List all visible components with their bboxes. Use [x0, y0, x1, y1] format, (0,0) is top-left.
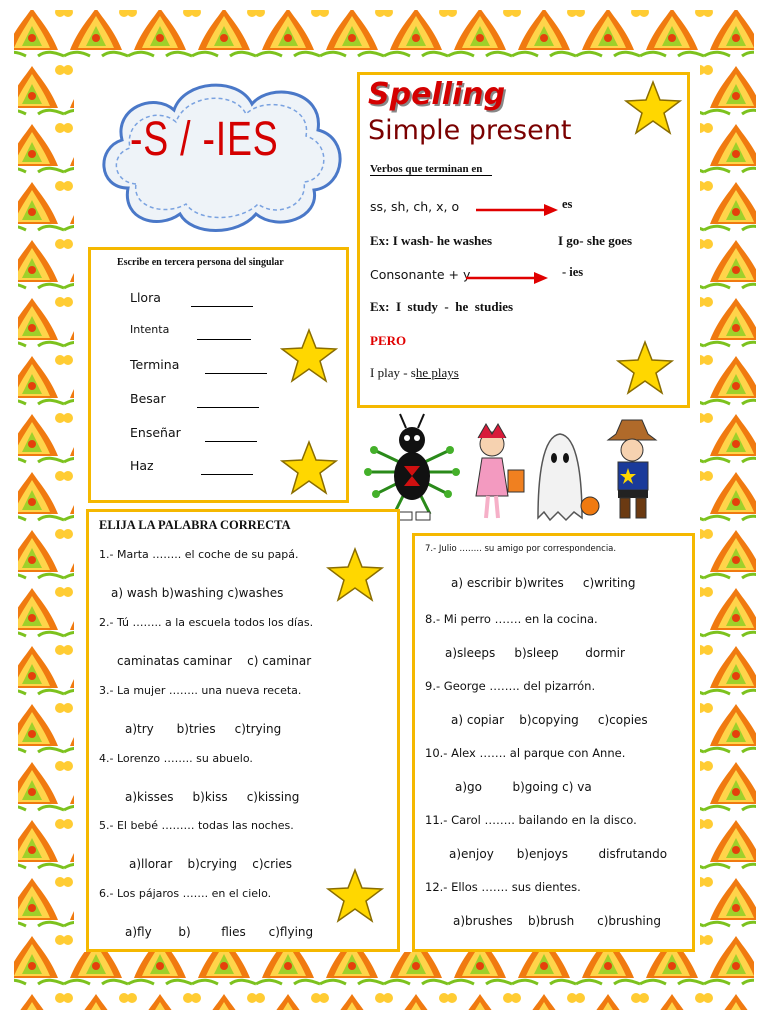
answer-options[interactable]: a) copiar b)copying c)copies	[451, 713, 648, 727]
rule2-right: - ies	[562, 265, 584, 279]
answer-blank[interactable]	[197, 393, 259, 408]
question-text: 2.- Tú …….. a la escuela todos los días.	[99, 616, 314, 629]
rule1-right: es	[562, 197, 573, 211]
verb-item	[125, 425, 181, 440]
cloud-title: -S / -IES	[130, 113, 279, 166]
spider-icon	[364, 414, 460, 520]
spelling-subheading: Simple present	[368, 115, 572, 146]
question-text: 6.- Los pájaros ……. en el cielo.	[99, 887, 272, 900]
play-right: he plays	[415, 365, 459, 380]
halloween-characters-image	[362, 410, 682, 528]
example1-left: Ex: I wash- he washes	[370, 233, 493, 248]
answer-options[interactable]: a)sleeps b)sleep dormir	[445, 646, 625, 660]
answer-options[interactable]: a)llorar b)crying c)cries	[129, 857, 293, 871]
star-icon	[624, 80, 682, 136]
third-person-title: Escribe en tercera persona del singular	[117, 257, 284, 268]
answer-options[interactable]: a)kisses b)kiss c)kissing	[125, 790, 300, 804]
question-text: 5.- El bebé ……… todas las noches.	[99, 819, 294, 832]
verb-label: Enseñar	[130, 425, 181, 440]
star-icon	[616, 340, 674, 396]
answer-options[interactable]: a)brushes b)brush c)brushing	[453, 914, 661, 928]
question-text: 10.- Alex ……. al parque con Anne.	[425, 746, 626, 760]
answer-blank[interactable]	[191, 292, 253, 307]
verb-item	[125, 323, 169, 336]
verb-item	[125, 458, 154, 473]
answer-blank[interactable]	[197, 325, 251, 340]
star-icon	[280, 440, 338, 496]
verb-label: Intenta	[130, 323, 170, 336]
ghost-icon	[538, 434, 599, 520]
play-example	[370, 365, 467, 381]
star-icon	[280, 328, 338, 384]
example1-right: I go- she goes	[558, 233, 633, 248]
play-left: I play - s	[370, 365, 416, 380]
question-text: 9.- George …….. del pizarrón.	[425, 679, 596, 693]
star-icon	[326, 868, 384, 924]
verb-label: Termina	[130, 357, 180, 372]
verb-label: Besar	[130, 391, 166, 406]
answer-blank[interactable]	[205, 427, 257, 442]
answer-blank[interactable]	[201, 460, 253, 475]
choose-title: ELIJA LA PALABRA CORRECTA	[99, 518, 291, 532]
question-text: 3.- La mujer …….. una nueva receta.	[99, 684, 302, 697]
question-text: 12.- Ellos ……. sus dientes.	[425, 880, 581, 894]
arrow-icon	[476, 203, 558, 217]
answer-blank[interactable]	[205, 359, 267, 374]
example2: Ex: I study - he studies	[370, 299, 514, 314]
verb-label: Haz	[130, 458, 154, 473]
pero-label: PERO	[370, 333, 407, 348]
costume-girl-icon	[476, 424, 524, 518]
star-icon	[326, 547, 384, 603]
rule2-left: Consonante + y	[370, 267, 471, 282]
question-text: 8.- Mi perro ……. en la cocina.	[425, 612, 598, 626]
right-question-box	[412, 533, 695, 952]
verb-label: Llora	[130, 290, 161, 305]
answer-options[interactable]: a)go b)going c) va	[455, 780, 592, 794]
question-text: 11.- Carol …….. bailando en la disco.	[425, 813, 637, 827]
rule1-left: ss, sh, ch, x, o	[370, 199, 460, 214]
cowboy-icon	[608, 420, 656, 518]
arrow-icon	[466, 271, 548, 285]
intro-text: Verbos que terminan en	[370, 163, 492, 176]
question-text: 4.- Lorenzo …….. su abuelo.	[99, 752, 253, 765]
verb-item	[125, 290, 161, 305]
spelling-heading: Spelling	[368, 77, 506, 112]
verb-item	[125, 391, 166, 406]
answer-options[interactable]: a)fly b) flies c)flying	[125, 925, 314, 939]
question-7: 7.- Julio …….. su amigo por correspondencia.	[425, 544, 617, 554]
answer-options[interactable]: a)enjoy b)enjoys disfrutando	[449, 847, 668, 861]
answer-options[interactable]: a) wash b)washing c)washes	[111, 586, 284, 600]
answer-options[interactable]: a) escribir b)writes c)writing	[451, 576, 636, 590]
answer-options[interactable]: a)try b)tries c)trying	[125, 722, 282, 736]
answer-options[interactable]: caminatas caminar c) caminar	[117, 654, 312, 668]
verb-item	[125, 357, 179, 372]
question-text: 1.- Marta …….. el coche de su papá.	[99, 548, 299, 561]
